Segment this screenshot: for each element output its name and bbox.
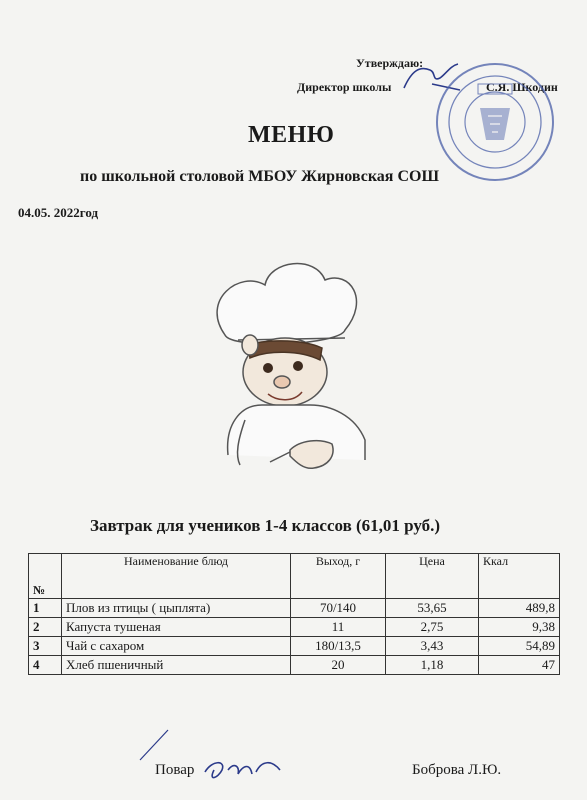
- cook-signature: [205, 763, 280, 778]
- row-price: 53,65: [386, 599, 479, 618]
- menu-date: 04.05. 2022год: [18, 205, 99, 220]
- cook-label: Повар: [155, 762, 195, 778]
- table-row: [29, 656, 560, 675]
- director-signature: [404, 64, 460, 90]
- row-kcal: 9,38: [479, 618, 560, 637]
- header-num: №: [29, 554, 62, 599]
- page-subtitle: по школьной столовой МБОУ Жирновская СОШ: [80, 168, 440, 185]
- breakfast-heading: Завтрак для учеников 1-4 классов (61,01 руб.): [90, 516, 441, 535]
- row-num: 4: [29, 656, 62, 675]
- page-title: МЕНЮ: [248, 122, 335, 148]
- row-price: 2,75: [386, 618, 479, 637]
- row-name: Капуста тушеная: [62, 618, 291, 637]
- table-row: [29, 618, 560, 637]
- school-stamp-icon: [437, 64, 553, 180]
- row-name: Плов из птицы ( цыплята): [62, 599, 291, 618]
- menu-table: [28, 553, 560, 675]
- row-name: Чай с сахаром: [62, 637, 291, 656]
- header-name: Наименование блюд: [62, 554, 291, 599]
- header-yield: Выход, г: [291, 554, 386, 599]
- row-name: Хлеб пшеничный: [62, 656, 291, 675]
- row-num: 1: [29, 599, 62, 618]
- row-yield: 11: [291, 618, 386, 637]
- row-yield: 180/13,5: [291, 637, 386, 656]
- cook-name: Боброва Л.Ю.: [412, 762, 502, 778]
- table-row: [29, 599, 560, 618]
- row-kcal: 47: [479, 656, 560, 675]
- header-price: Цена: [386, 554, 479, 599]
- row-num: 2: [29, 618, 62, 637]
- row-num: 3: [29, 637, 62, 656]
- table-header-row: [29, 554, 560, 599]
- row-kcal: 489,8: [479, 599, 560, 618]
- row-price: 3,43: [386, 637, 479, 656]
- approval-label: Утверждаю:: [356, 56, 424, 70]
- table-row: [29, 637, 560, 656]
- row-yield: 20: [291, 656, 386, 675]
- row-price: 1,18: [386, 656, 479, 675]
- row-yield: 70/140: [291, 599, 386, 618]
- chef-illustration-icon: [217, 264, 365, 469]
- header-kcal: Ккал: [479, 554, 560, 599]
- director-label: Директор школы: [297, 80, 392, 94]
- director-name: С.Я. Шкодин: [486, 80, 558, 94]
- row-kcal: 54,89: [479, 637, 560, 656]
